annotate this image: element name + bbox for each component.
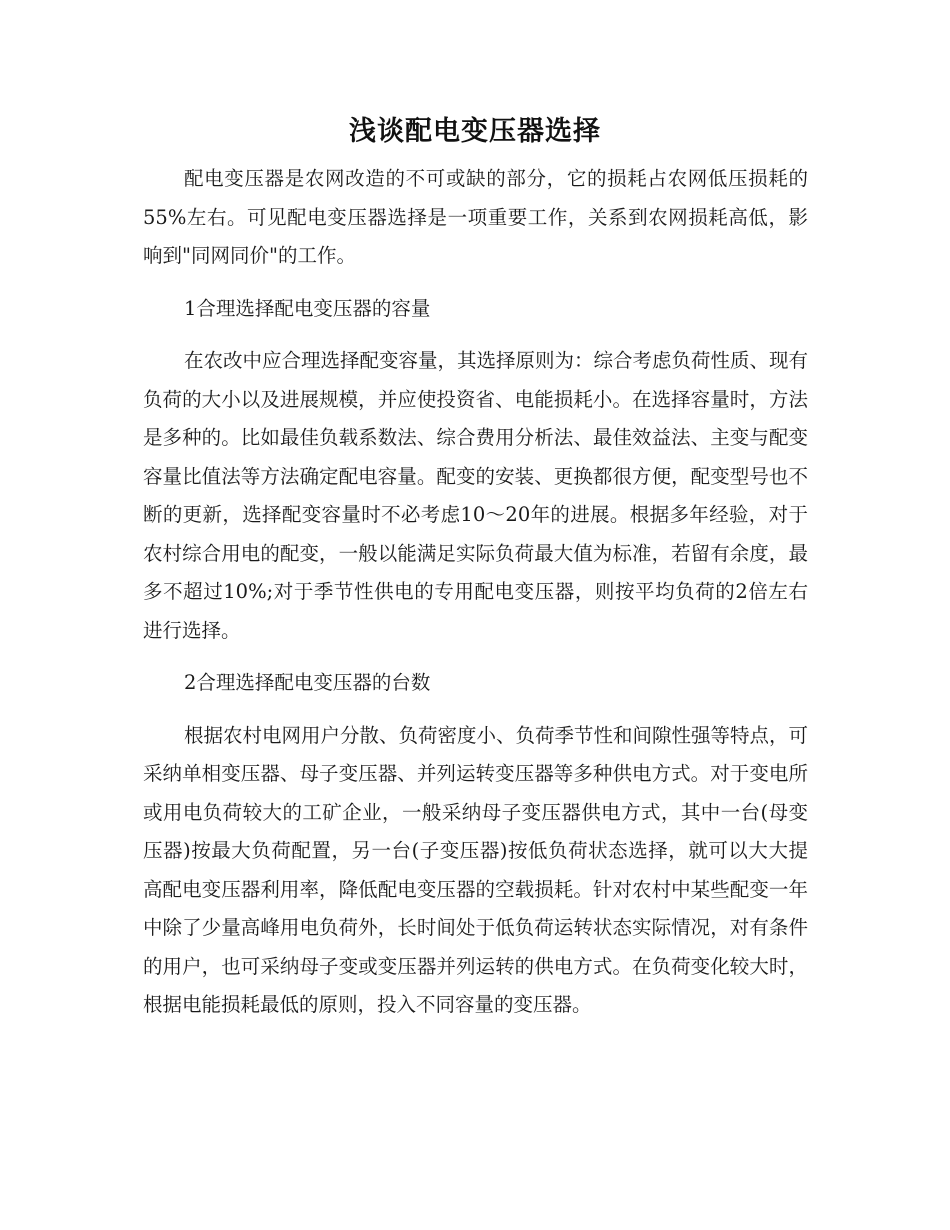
capacity-paragraph: 在农改中应合理选择配变容量，其选择原则为：综合考虑负荷性质、现有负荷的大小以及进展规模，并应使投资省、电能损耗小。在选择容量时，方法是多种的。比如最佳负载系数法、综合费用分析法、最佳效益法、主变与配变容量比值法等方法确定配电容量。配变的安装、更换都很方便，配变型号也不断的更新，选择配变容量时不必考虑10～20年的进展。根据多年经验，对于农村综合用电的配变，一般以能满足实际负荷最大值为标准，若留有余度，最多不超过10%;对于季节性供电的专用配电变压器，则按平均负荷的2倍左右进行选择。 [143,349,808,642]
count-paragraph: 根据农村电网用户分散、负荷密度小、负荷季节性和间隙性强等特点，可采纳单相变压器、母子变压器、并列运转变压器等多种供电方式。对于变电所或用电负荷较大的工矿企业，一般采纳母子变压器供电方式，其中一台(母变压器)按最大负荷配置，另一台(子变压器)按低负荷状态选择，就可以大大提高配电变压器利用率，降低配电变压器的空载损耗。针对农村中某些配变一年中除了少量高峰用电负荷外，长时间处于低负荷运转状态实际情况，对有条件的用户，也可采纳母子变或变压器并列运转的供电方式。在负荷变化较大时，根据电能损耗最低的原则，投入不同容量的变压器。 [143,723,808,1016]
document-body [143,160,808,1025]
intro-paragraph: 配电变压器是农网改造的不可或缺的部分，它的损耗占农网低压损耗的55%左右。可见配电变压器选择是一项重要工作，关系到农网损耗高低，影响到"同网同价"的工作。 [143,167,808,267]
section-heading-capacity: 1合理选择配电变压器的容量 [183,296,431,320]
section-heading-count: 2合理选择配电变压器的台数 [183,671,431,694]
document-title: 浅谈配电变压器选择 [349,116,601,147]
